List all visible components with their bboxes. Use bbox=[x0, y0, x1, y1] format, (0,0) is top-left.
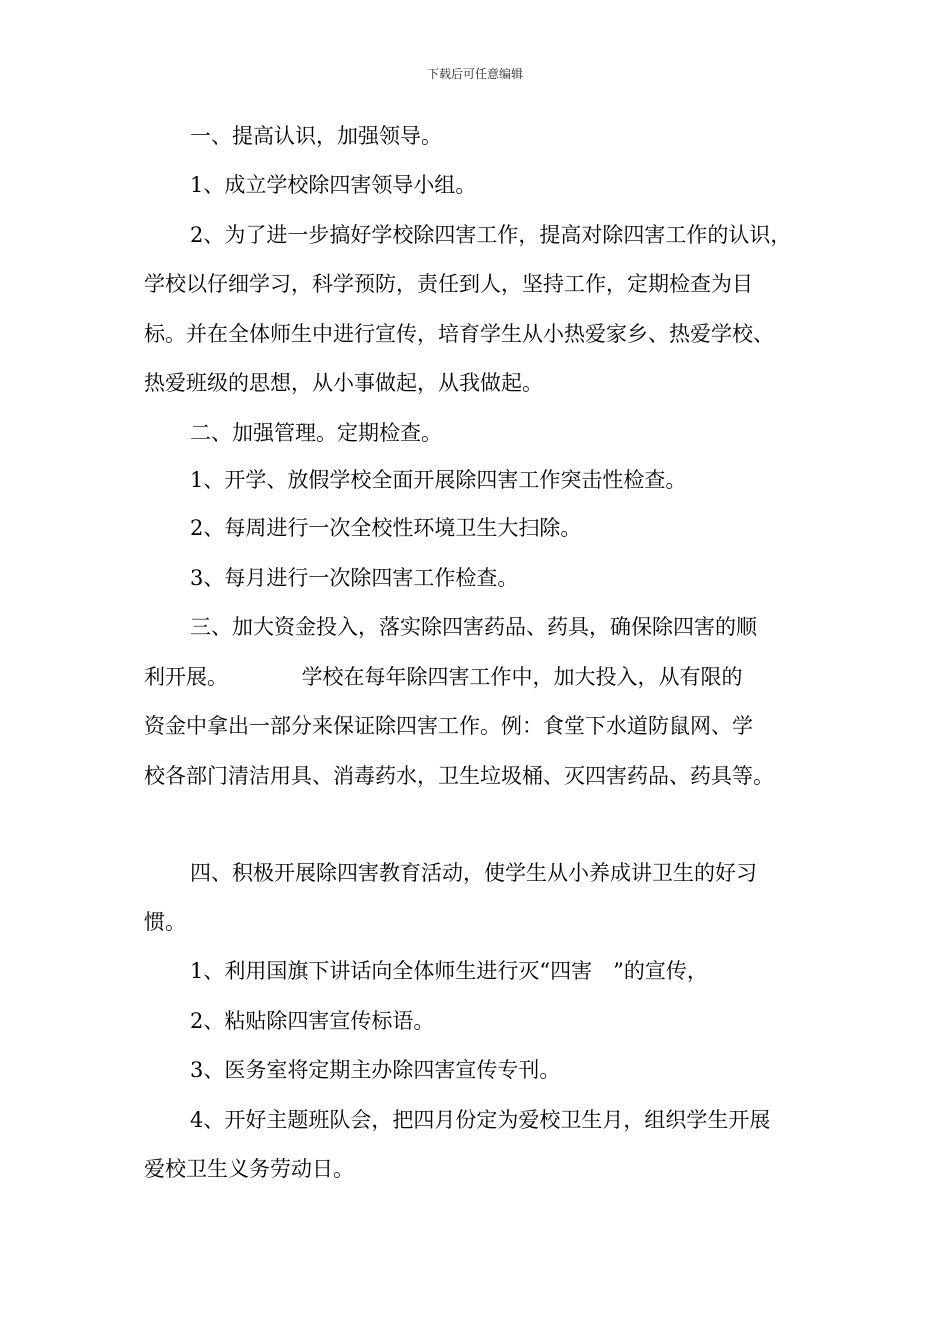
paragraph-line: 1、开学、放假学校全面开展除四害工作突击性检查。 bbox=[190, 468, 687, 492]
section-heading-3: 三、加大资金投入，落实除四害药品、药具，确保除四害的顺 bbox=[190, 615, 757, 639]
paragraph-line: 标。并在全体师生中进行宣传，培育学生从小热爱家乡、热爱学校、 bbox=[144, 322, 774, 346]
paragraph-line: 1、成立学校除四害领导小组。 bbox=[190, 173, 477, 197]
paragraph-line: 爱校卫生义务劳动日。 bbox=[144, 1157, 354, 1181]
paragraph-line: 校各部门清洁用具、消毒药水，卫生垃圾桶、灭四害药品、药具等。 bbox=[144, 764, 774, 788]
paragraph-line: 4、开好主题班队会，把四月份定为爱校卫生月，组织学生开展 bbox=[190, 1108, 771, 1132]
paragraph-line: 3、医务室将定期主办除四害宣传专刊。 bbox=[190, 1058, 561, 1082]
section-heading-1: 一、提高认识，加强领导。 bbox=[190, 124, 442, 148]
paragraph-line: 利开展。 学校在每年除四害工作中，加大投入，从有限的 bbox=[144, 665, 743, 689]
paragraph-line: 热爱班级的思想，从小事做起，从我做起。 bbox=[144, 371, 543, 395]
paragraph-line: 1、利用国旗下讲话向全体师生进行灭“四害 ”的宣传， bbox=[190, 959, 708, 983]
paragraph-line: 2、粘贴除四害宣传标语。 bbox=[190, 1009, 435, 1033]
section-heading-4: 四、积极开展除四害教育活动，使学生从小养成讲卫生的好习 bbox=[190, 861, 757, 885]
paragraph-line: 学校以仔细学习，科学预防，责任到人，坚持工作，定期检查为目 bbox=[144, 272, 753, 296]
paragraph-line: 惯。 bbox=[144, 910, 186, 934]
section-heading-2: 二、加强管理。定期检查。 bbox=[190, 421, 442, 445]
paragraph-line: 资金中拿出一部分来保证除四害工作。例：食堂下水道防鼠网、学 bbox=[144, 714, 753, 738]
page-header: 下载后可任意编辑 bbox=[426, 67, 523, 81]
paragraph-line: 3、每月进行一次除四害工作检查。 bbox=[190, 566, 519, 590]
paragraph-line: 2、为了进一步搞好学校除四害工作，提高对除四害工作的认识， bbox=[190, 223, 792, 247]
paragraph-line: 2、每周进行一次全校性环境卫生大扫除。 bbox=[190, 516, 582, 540]
